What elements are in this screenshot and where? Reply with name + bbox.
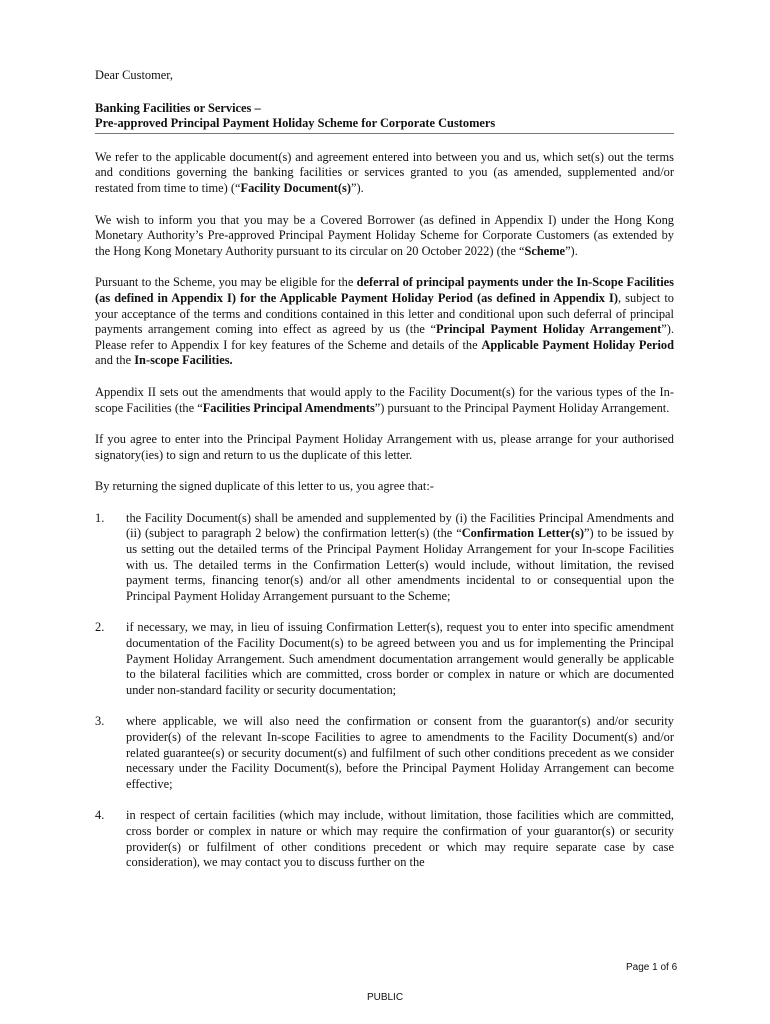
- text-run: ”) to be issued by us setting out the detailed terms of the Principal Payment Holiday Arrangement for your In-scope Facilities with us. The detailed terms in the Confirmation Letter(s) would include, without limitation, the revised payment terms, financing tenor(s) and/or all other amendments incidental to or consequential upon the Principal Payment Holiday Arrangement pursuant to the Scheme;: [126, 526, 674, 603]
- text-run: We refer to the applicable document(s) and agreement entered into between you and us, which set(s) out the terms and conditions governing the banking facilities or services granted to you (as amended, supplemented and/or restated from time to time) (“: [95, 149, 674, 195]
- list-number: 2.: [95, 620, 105, 635]
- text-run: ”). Please refer to Appendix I for key features of the Scheme and details of the: [95, 322, 674, 352]
- list-number: 1.: [95, 510, 105, 525]
- text-run: and the: [95, 353, 135, 368]
- defined-term: Confirmation Letter(s): [461, 526, 584, 541]
- text-run: ”).: [351, 180, 364, 195]
- list-item: [95, 714, 674, 792]
- defined-term: Principal Payment Holiday Arrangement: [436, 322, 662, 337]
- heading-line-2: Pre-approved Principal Payment Holiday Scheme for Corporate Customers: [95, 116, 496, 131]
- defined-term: Scheme: [524, 243, 566, 258]
- bold-text: deferral of principal payments under the In-Scope Facilities (as defined in Appendix I) for the Applicable Payment Holiday Period (as defined in Appendix I): [95, 275, 674, 305]
- paragraph-agreement: If you agree to enter into the Principal Payment Holiday Arrangement with us, please arrange for your authorised signatory(ies) to sign and return to us the duplicate of this letter.: [95, 432, 674, 462]
- defined-term: In-scope Facilities.: [134, 353, 233, 368]
- paragraph-appendix-ii: [95, 385, 674, 416]
- letter-body: [95, 68, 674, 871]
- text-run: , subject to your acceptance of the terms and conditions contained in this letter and conditional upon such deferral of principal payments arrangement coming into effect as agreed by us (the “: [95, 290, 675, 337]
- page-number: Page 1 of 6: [626, 962, 678, 973]
- text-run: We wish to inform you that you may be a Covered Borrower (as defined in Appendix I) under the Hong Kong Monetary Authority’s Pre-approved Principal Payment Holiday Scheme for Corporate Customers (as extended by the Hong Kong Monetary Authority pursuant to its circular on 20 October 2022) (the “: [95, 212, 674, 258]
- list-item-text: in respect of certain facilities (which may include, without limitation, those facilities which are committed, cross border or complex in nature or which may require the confirmation of your guarantor(s) or security provider(s) or fulfilment of other conditions precedent or which may require separate case by case consideration), we may contact you to discuss further on the: [126, 808, 674, 870]
- list-number: 4.: [95, 808, 105, 823]
- list-item: [95, 511, 674, 605]
- defined-term: Applicable Payment Holiday Period: [481, 337, 674, 352]
- list-item: [95, 808, 674, 870]
- list-item-text: where applicable, we will also need the confirmation or consent from the guarantor(s) and/or security provider(s) of the relevant In-scope Facilities to agree to amendments to the Facility Document(s) and/or related guarantee(s) or security document(s) and fulfilment of such other conditions precedent as we consider necessary under the Facility Document(s), before the Principal Payment Holiday Arrangement can become effective;: [126, 714, 674, 791]
- paragraph-facility-document: [95, 150, 674, 197]
- defined-term: Facility Document(s): [240, 180, 352, 195]
- paragraph-agree-that: By returning the signed duplicate of this letter to us, you agree that:-: [95, 479, 434, 494]
- list-item: [95, 620, 674, 698]
- defined-term: Facilities Principal Amendments: [202, 400, 375, 415]
- text-run: ”) pursuant to the Principal Payment Holiday Arrangement.: [374, 400, 670, 415]
- list-item-text: if necessary, we may, in lieu of issuing Confirmation Letter(s), request you to enter into specific amendment documentation of the Facility Document(s) to be agreed between you and us for implementing the Principal Payment Holiday Arrangement. Such amendment documentation arrangement would generally be applicable to the bilateral facilities which are committed, cross border or complex in nature or which are documented under non-standard facility or security documentation;: [126, 620, 674, 697]
- text-run: ”).: [565, 243, 578, 258]
- letter-heading: [95, 101, 674, 134]
- list-number: 3.: [95, 714, 105, 729]
- text-run: Appendix II sets out the amendments that would apply to the Facility Document(s) for the various types of the In-scope Facilities (the “: [95, 384, 674, 415]
- classification-label: PUBLIC: [366, 992, 404, 1003]
- text-run: Pursuant to the Scheme, you may be eligible for the: [95, 275, 357, 290]
- salutation: Dear Customer,: [95, 68, 173, 82]
- heading-line-1: Banking Facilities or Services –: [95, 100, 261, 115]
- list-item-text: [126, 511, 674, 605]
- paragraph-deferral: [95, 275, 674, 369]
- text-run: the Facility Document(s) shall be amended and supplemented by (i) the Facilities Principal Amendments and (ii) (subject to paragraph 2 below) the confirmation letter(s) (the “: [126, 510, 674, 541]
- paragraph-scheme: [95, 213, 674, 260]
